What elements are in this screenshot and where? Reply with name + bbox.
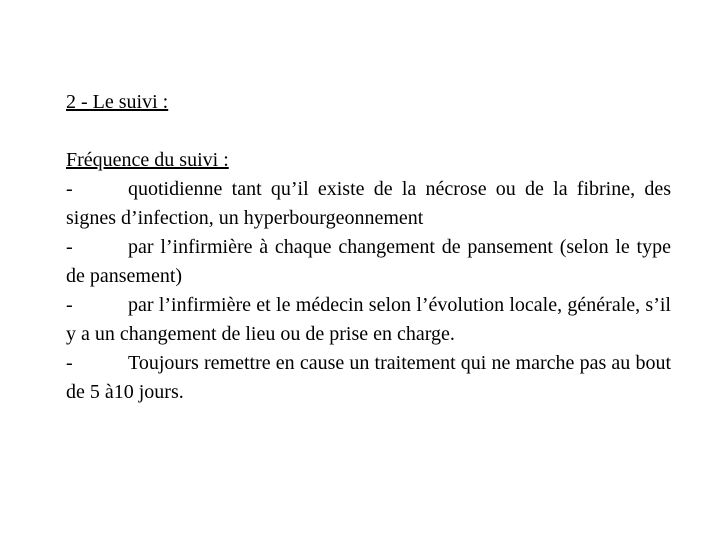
list-item	[66, 349, 671, 407]
list-item-text: quotidienne tant qu’il existe de la nécrose ou de la fibrine, des signes d’infection, un hyperbourgeonnement	[66, 178, 671, 229]
section-heading: 2 - Le suivi :	[66, 91, 169, 113]
list-item-text: par l’infirmière et le médecin selon l’évolution locale, générale, s’il y a un changement de lieu ou de prise en charge.	[66, 294, 671, 345]
list-item	[66, 175, 671, 233]
bullet-dash: -	[66, 294, 73, 316]
list-item-text: Toujours remettre en cause un traitement qui ne marche pas au bout de 5 à10 jours.	[66, 352, 671, 403]
bullet-dash: -	[66, 236, 73, 258]
list-item	[66, 233, 671, 291]
spacer	[66, 117, 671, 146]
bullet-dash: -	[66, 178, 73, 200]
bullet-dash: -	[66, 352, 73, 374]
list-item-text: par l’infirmière à chaque changement de pansement (selon le type de pansement)	[66, 236, 671, 287]
subheading: Fréquence du suivi :	[66, 149, 229, 171]
list-item	[66, 291, 671, 349]
slide-content	[66, 88, 671, 407]
